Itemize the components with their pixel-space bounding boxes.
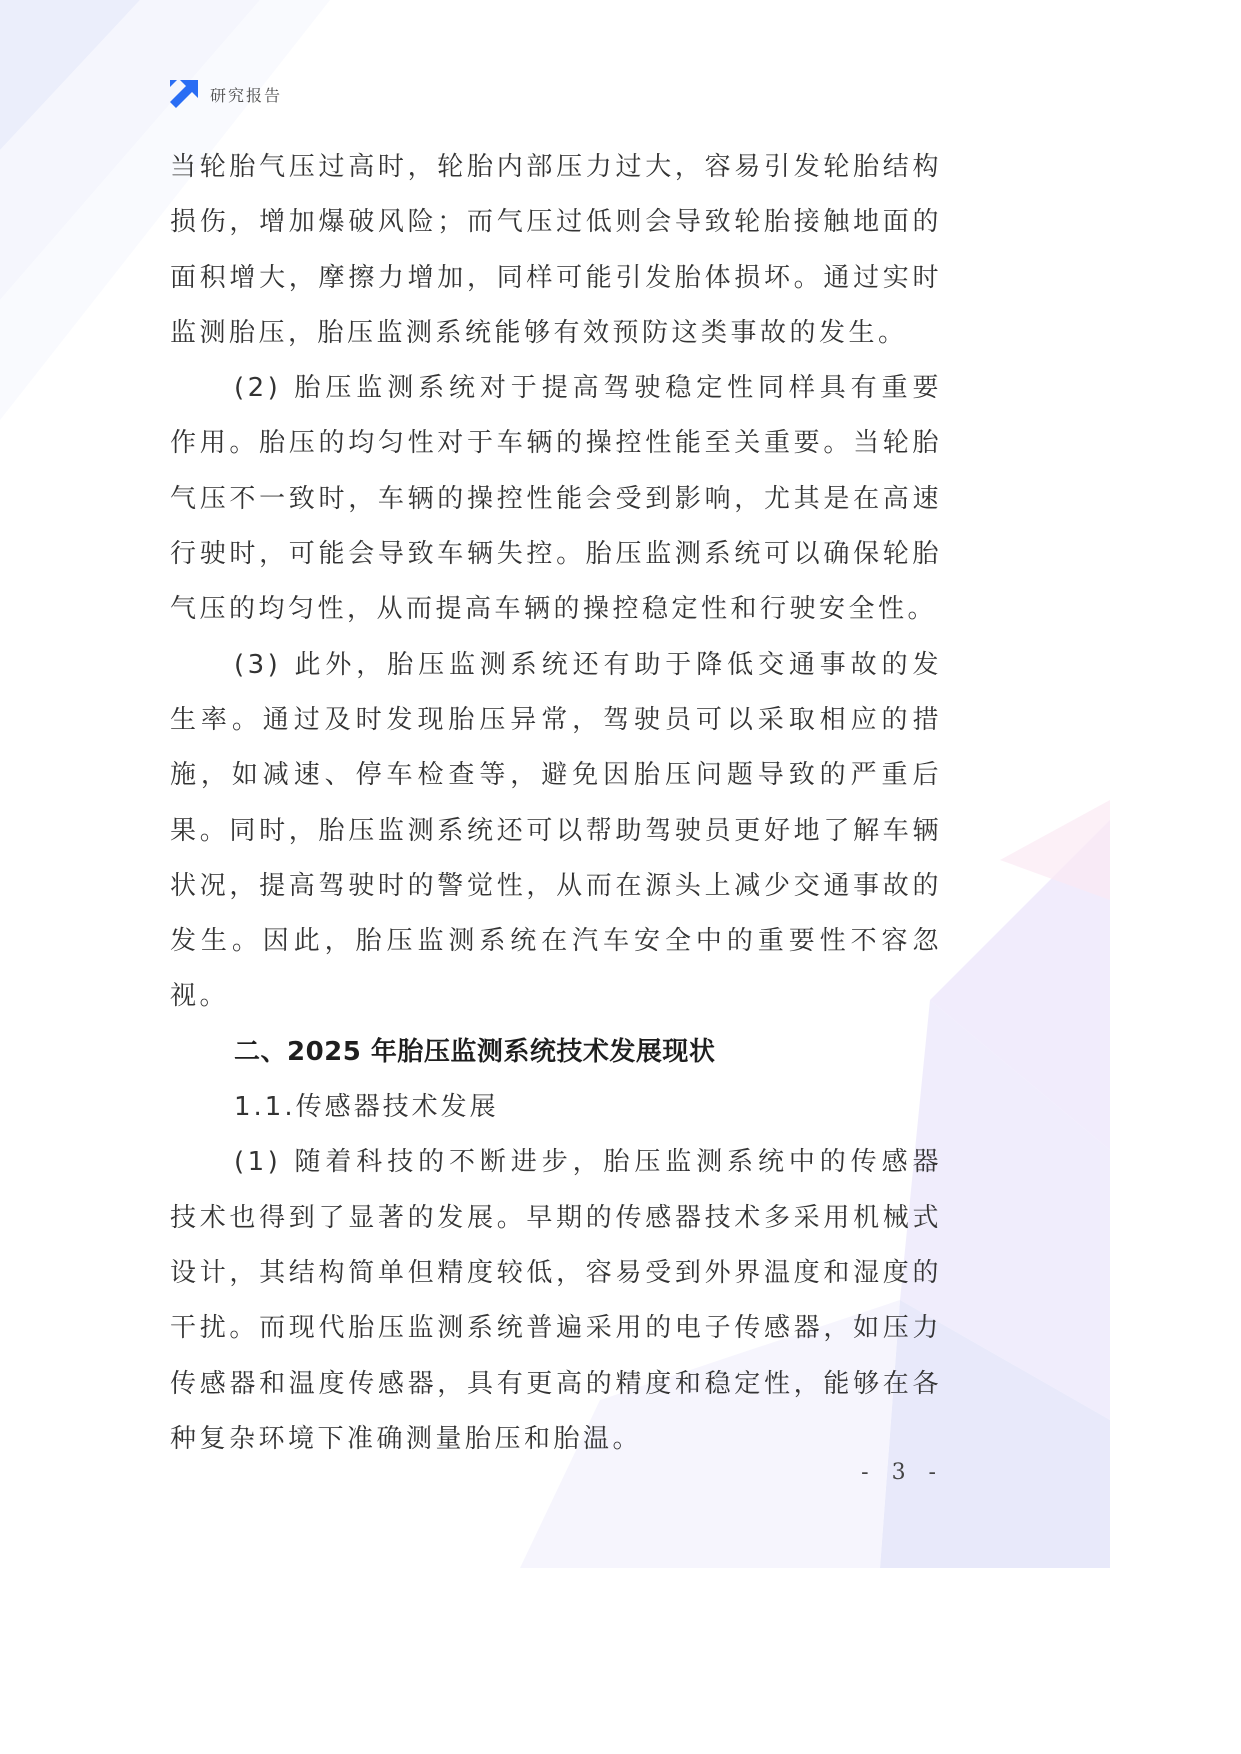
page-number: - 3 - <box>861 1460 944 1485</box>
document-body <box>170 140 942 1467</box>
subsection-heading: 1.1.传感器技术发展 <box>234 1092 499 1123</box>
paragraph-tire-pressure-risks: 当轮胎气压过高时，轮胎内部压力过大，容易引发轮胎结构损伤，增加爆破风险；而气压过低则会导致轮胎接触地面的面积增大，摩擦力增加，同样可能引发胎体损坏。通过实时监测胎压，胎压监测系统能够有效预防这类事故的发生。 <box>170 152 942 348</box>
header-title: 研究报告 <box>210 85 283 105</box>
paragraph-accident-reduction: (3) 此外，胎压监测系统还有助于降低交通事故的发生率。通过及时发现胎压异常，驾驶员可以采取相应的措施，如减速、停车检查等，避免因胎压问题导致的严重后果。同时，胎压监测系统还可以帮助驾驶员更好地了解车辆状况，提高驾驶时的警觉性，从而在源头上减少交通事故的发生。因此，胎压监测系统在汽车安全中的重要性不容忽视。 <box>170 649 942 1012</box>
report-header <box>168 78 282 110</box>
paragraph-driving-stability: (2) 胎压监测系统对于提高驾驶稳定性同样具有重要作用。胎压的均匀性对于车辆的操控性能至关重要。当轮胎气压不一致时，车辆的操控性能会受到影响，尤其是在高速行驶时，可能会导致车辆失控。胎压监测系统可以确保轮胎气压的均匀性，从而提高车辆的操控稳定性和行驶安全性。 <box>170 373 942 625</box>
section-heading: 二、2025 年胎压监测系统技术发展现状 <box>234 1036 716 1067</box>
arrow-up-right-icon <box>168 78 200 110</box>
paragraph-sensor-technology: (1) 随着科技的不断进步，胎压监测系统中的传感器技术也得到了显著的发展。早期的传感器技术多采用机械式设计，其结构简单但精度较低，容易受到外界温度和湿度的干扰。而现代胎压监测系统普遍采用的电子传感器，如压力传感器和温度传感器，具有更高的精度和稳定性，能够在各种复杂环境下准确测量胎压和胎温。 <box>170 1147 942 1454</box>
